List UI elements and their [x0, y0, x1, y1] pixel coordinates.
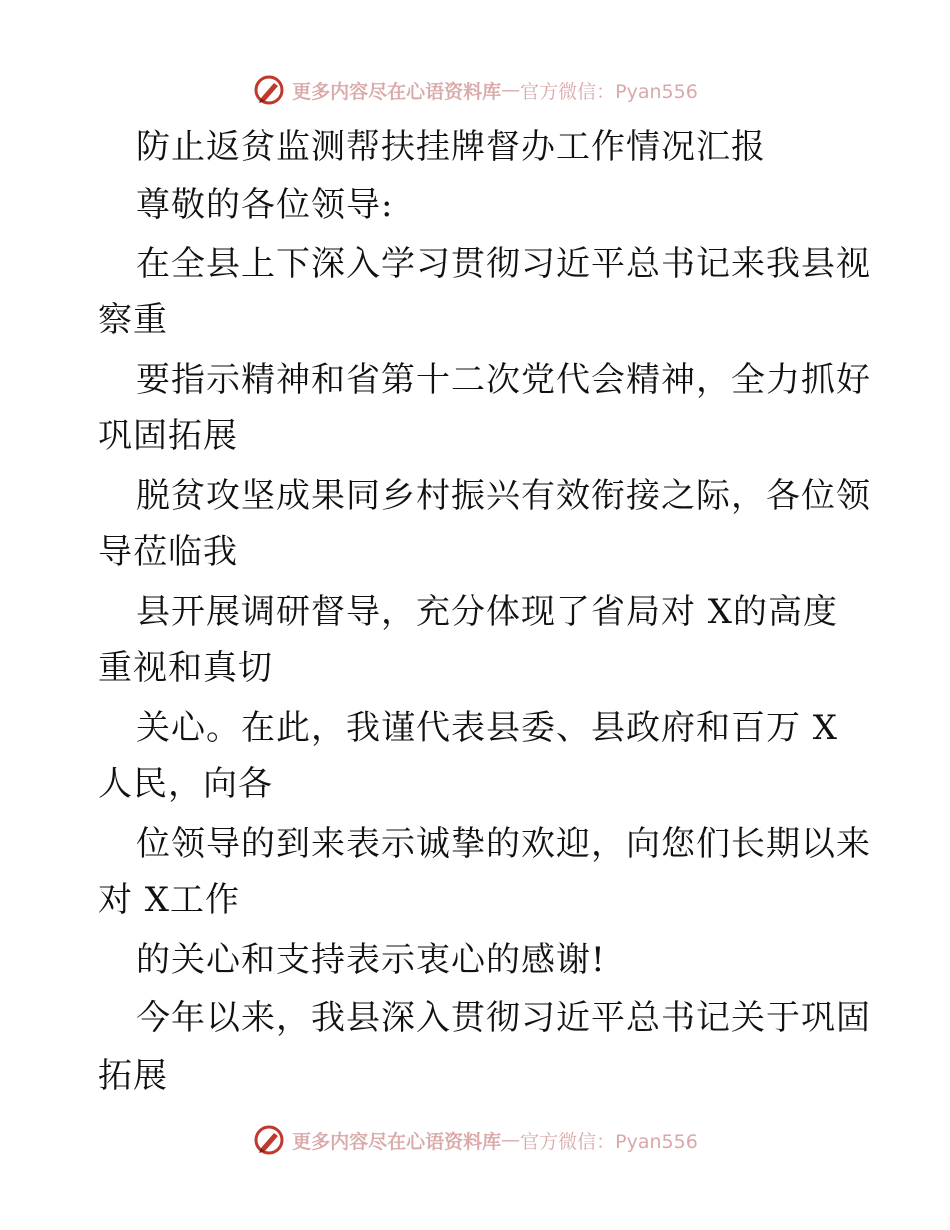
paragraph-line: 位领导的到来表示诚挚的欢迎，向您们长期以来 [136, 824, 871, 864]
header-watermark [0, 70, 950, 110]
paragraph-line: 对 X工作 [98, 880, 241, 920]
watermark-dash: — [501, 1129, 521, 1151]
paragraph-line: 的关心和支持表示衷心的感谢! [136, 940, 606, 980]
paragraph-line: 察重 [98, 300, 168, 340]
paragraph-line: 人民，向各 [98, 764, 273, 804]
paragraph-line: 要指示精神和省第十二次党代会精神，全力抓好 [136, 360, 871, 400]
paragraph-line: 今年以来，我县深入贯彻习近平总书记关于巩固 [136, 998, 871, 1038]
pen-logo-icon [252, 73, 286, 107]
watermark-main-text: 更多内容尽在心语资料库 [292, 1130, 502, 1153]
paragraph-line: 拓展 [98, 1056, 168, 1096]
watermark-main-text: 更多内容尽在心语资料库 [292, 80, 502, 103]
pen-logo-icon [252, 1123, 286, 1157]
watermark-dash: — [501, 79, 521, 101]
paragraph-line: 重视和真切 [98, 648, 273, 688]
paragraph-line: 导莅临我 [98, 532, 238, 572]
watermark-contact-text: 官方微信：Pyan556 [520, 80, 698, 103]
document-title: 防止返贫监测帮扶挂牌督办工作情况汇报 [136, 127, 766, 167]
footer-watermark [0, 1120, 950, 1160]
paragraph-line: 在全县上下深入学习贯彻习近平总书记来我县视 [136, 244, 871, 284]
paragraph-line: 脱贫攻坚成果同乡村振兴有效衔接之际，各位领 [136, 476, 871, 516]
paragraph-line: 关心。在此，我谨代表县委、县政府和百万 X [136, 708, 839, 748]
watermark-contact-text: 官方微信：Pyan556 [520, 1130, 698, 1153]
salutation: 尊敬的各位领导: [136, 185, 394, 225]
paragraph-line: 县开展调研督导，充分体现了省局对 X的高度 [136, 592, 839, 632]
paragraph-line: 巩固拓展 [98, 416, 238, 456]
